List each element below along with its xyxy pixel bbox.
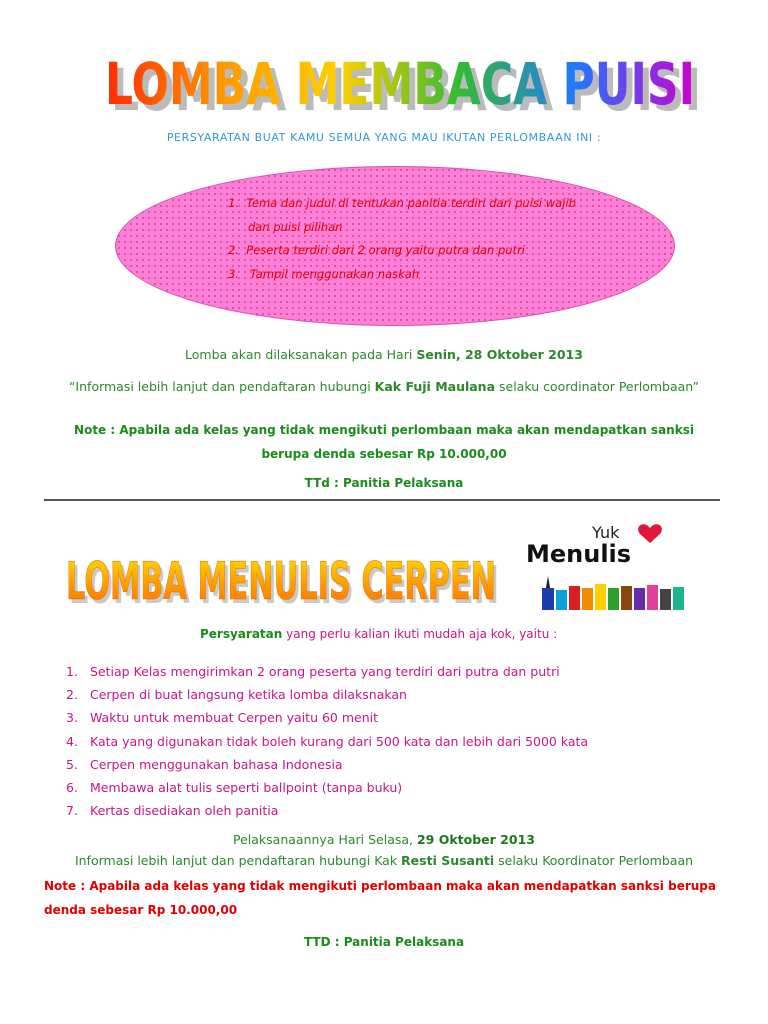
list-item bbox=[66, 683, 726, 706]
list-item bbox=[66, 776, 726, 799]
rule-text: Tema dan judul di tentukan panitia terdiri dari puisi wajib dan puisi pilihan bbox=[246, 196, 576, 234]
date-prefix: Lomba akan dilaksanakan pada Hari bbox=[185, 347, 417, 362]
requirements-rest: yang perlu kalian ikuti mudah aja kok, yaitu : bbox=[282, 627, 558, 641]
poem-ttd: TTd : Panitia Pelaksana bbox=[304, 476, 464, 490]
story-date: 29 Oktober 2013 bbox=[416, 832, 535, 847]
rule-number: 5. bbox=[66, 756, 78, 772]
yuk-menulis-logo bbox=[520, 518, 700, 612]
list-item bbox=[228, 263, 588, 287]
rule-number: 4. bbox=[66, 733, 78, 749]
rule-number: 3. bbox=[228, 266, 239, 281]
requirements-label: Persyaratan bbox=[200, 627, 283, 641]
rule-text: Waktu untuk membuat Cerpen yaitu 60 menit bbox=[90, 710, 379, 726]
story-requirements-line bbox=[200, 627, 557, 641]
story-info-line bbox=[0, 853, 768, 868]
section-divider bbox=[44, 499, 720, 501]
rule-text: Peserta terdiri dari 2 orang yaitu putra dan putri bbox=[246, 243, 525, 257]
rule-number: 1. bbox=[228, 196, 239, 210]
poem-date-line bbox=[0, 347, 768, 362]
rule-text: Tampil menggunakan naskah bbox=[246, 266, 420, 281]
list-item bbox=[228, 239, 588, 263]
rule-number: 3. bbox=[66, 710, 78, 726]
story-date-line bbox=[0, 832, 768, 847]
list-item bbox=[66, 753, 726, 776]
rule-text: Kertas disediakan oleh panitia bbox=[90, 803, 279, 819]
poem-rules-list bbox=[228, 192, 588, 286]
svg-text:Yuk: Yuk bbox=[592, 523, 620, 542]
info-prefix: Informasi lebih lanjut dan pendaftaran hubungi Kak bbox=[74, 853, 402, 868]
story-ttd: TTD : Panitia Pelaksana bbox=[303, 935, 465, 949]
rule-number: 7. bbox=[66, 803, 78, 819]
heart-icon bbox=[638, 524, 662, 543]
info-prefix: “Informasi lebih lanjut dan pendaftaran hubungi bbox=[68, 379, 375, 394]
list-item bbox=[66, 706, 726, 729]
rule-text: Cerpen di buat langsung ketika lomba dilaksnakan bbox=[90, 687, 407, 703]
story-rules-list bbox=[66, 660, 726, 822]
poem-title-shadow: LOMBA MEMBACA PUISI bbox=[111, 56, 701, 120]
poem-title: LOMBA MEMBACA PUISI bbox=[105, 50, 695, 118]
svg-text:Menulis: Menulis bbox=[526, 540, 632, 568]
story-title-wordart bbox=[62, 545, 502, 613]
story-title: LOMBA MENULIS CERPEN bbox=[66, 552, 496, 612]
poem-requirements-header: PERSYARATAN BUAT KAMU SEMUA YANG MAU IKUTAN PERLOMBAAN INI : bbox=[166, 131, 602, 144]
poem-info-line bbox=[0, 379, 768, 394]
list-item bbox=[66, 730, 726, 753]
story-note: Note : Apabila ada kelas yang tidak mengikuti perlombaan maka akan mendapatkan sanksi berupa denda sebesar Rp 10.000,00 bbox=[44, 879, 716, 917]
poem-note: Note : Apabila ada kelas yang tidak mengikuti perlombaan maka akan mendapatkan sanksi berupa denda sebesar Rp 10.000,00 bbox=[74, 423, 694, 461]
rule-number: 1. bbox=[66, 664, 78, 679]
list-item bbox=[66, 799, 726, 822]
poem-date: Senin, 28 Oktober 2013 bbox=[416, 347, 583, 362]
rule-number: 2. bbox=[228, 243, 239, 257]
list-item bbox=[228, 192, 588, 239]
rule-number: 6. bbox=[66, 780, 78, 796]
list-item bbox=[66, 660, 726, 683]
date-prefix: Pelaksanaannya Hari Selasa, bbox=[233, 832, 417, 847]
poem-title-wordart bbox=[90, 40, 710, 120]
rule-text: Membawa alat tulis seperti ballpoint (tanpa buku) bbox=[90, 780, 403, 796]
info-suffix: selaku Koordinator Perlombaan bbox=[494, 853, 694, 868]
story-title-shadow: LOMBA MENULIS CERPEN bbox=[69, 556, 499, 613]
rule-text: Cerpen menggunakan bahasa Indonesia bbox=[90, 756, 343, 772]
info-suffix: selaku coordinator Perlombaan” bbox=[495, 379, 700, 394]
rule-text: Setiap Kelas mengirimkan 2 orang peserta yang terdiri dari putra dan putri bbox=[90, 664, 560, 679]
rule-text: Kata yang digunakan tidak boleh kurang dari 500 kata dan lebih dari 5000 kata bbox=[90, 733, 589, 749]
colored-pencils-icon bbox=[542, 576, 684, 610]
poem-contact: Kak Fuji Maulana bbox=[374, 379, 496, 394]
story-contact: Resti Susanti bbox=[401, 853, 495, 868]
rule-number: 2. bbox=[66, 687, 78, 703]
